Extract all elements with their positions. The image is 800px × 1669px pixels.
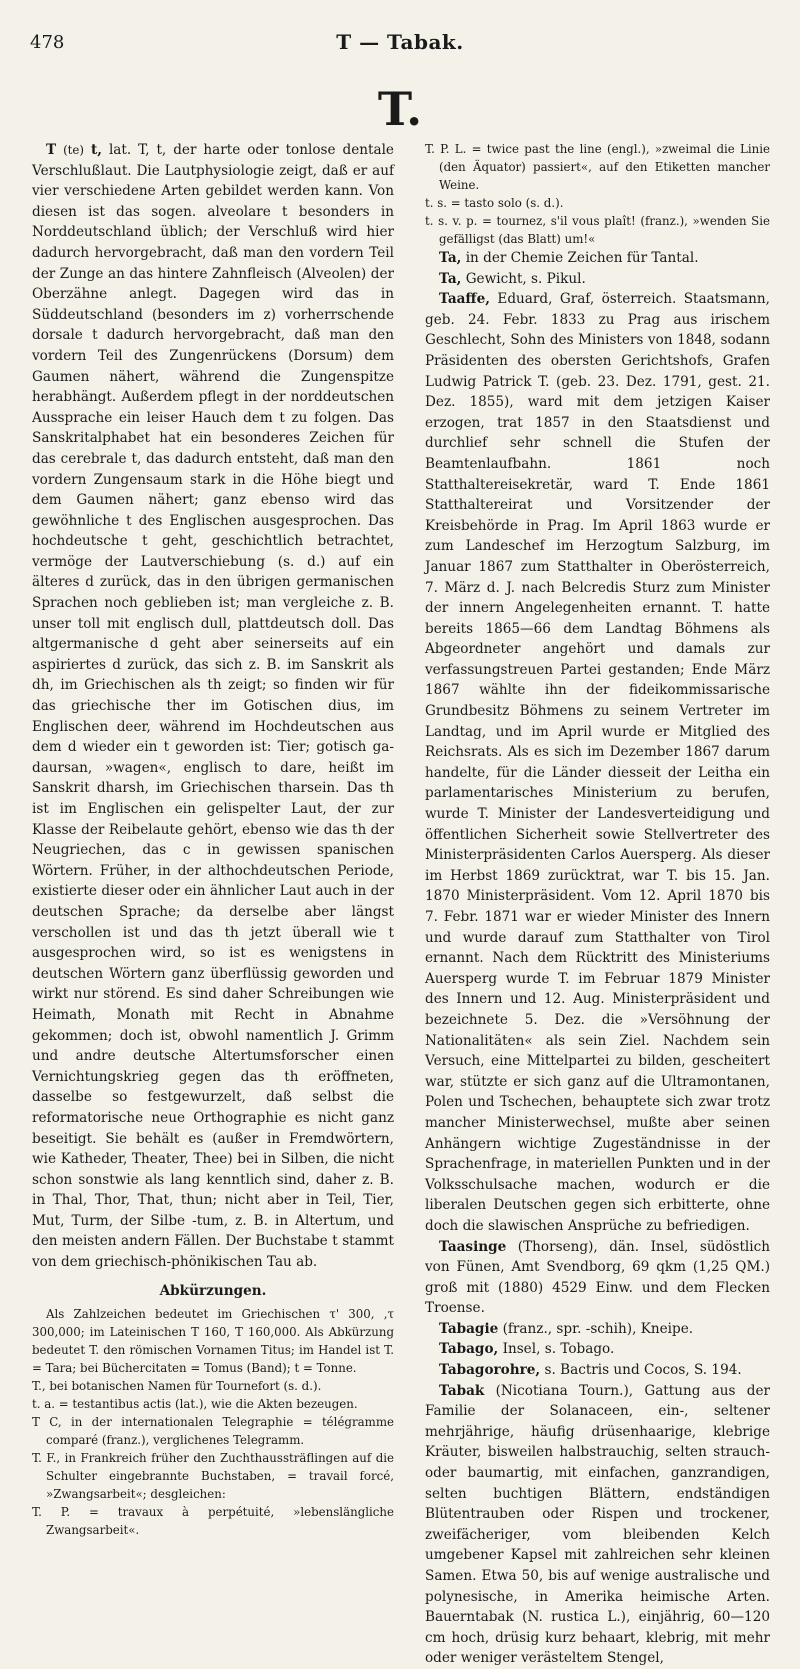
abbr-item: t. a. = testantibus actis (lat.), wie die Akten bezeugen. — [32, 1397, 358, 1412]
entry-text: (Thorseng), dän. Insel, südöstlich von Fünen, Amt Svendborg, 69 qkm (1,25 QM.) groß mit (1880) 4529 Einw. und dem Flecken Troense. — [425, 1238, 770, 1317]
abbreviations-paragraph: Als Zahlzeichen bedeutet im Griechischen τ' 300, ,τ 300,000; im Lateinischen T 160, T 160,000. Als Abkürzung bedeutet T. den römischen Vornamen Titus; im Handel ist T. = Tara; bei Büchercitaten = Tomus (Band); t = Tonne. — [32, 1307, 394, 1376]
entry-lemma: Tabak — [439, 1382, 485, 1399]
intro-lemma: t, — [90, 142, 102, 158]
entry-lemma: Taaffe, — [439, 291, 490, 308]
dictionary-entry — [425, 1381, 770, 1669]
entry-lemma: Taasinge — [439, 1238, 507, 1255]
entry-lemma: Tabago, — [439, 1341, 499, 1358]
page-header — [30, 30, 770, 60]
abbr-item: T., bei botanischen Namen für Tournefort (s. d.). — [32, 1379, 322, 1394]
dictionary-entry — [425, 1319, 770, 1340]
page-number: 478 — [30, 32, 65, 53]
abbreviations-heading: Abkürzungen. — [159, 1282, 267, 1299]
entry-lemma: Tabagie — [439, 1320, 499, 1337]
entry-lemma: Ta, — [439, 250, 462, 266]
right-column — [425, 140, 771, 1667]
entry-text: Insel, s. Tobago. — [502, 1341, 615, 1358]
left-column — [32, 140, 394, 1538]
dictionary-entry — [425, 1360, 770, 1381]
entry-text: (Nicotiana Tourn.), Gattung aus der Familie der Solanaceen, ein-, seltener mehrjährige, häufig drüsenhaarige, klebrige Kräuter, bisweilen halbstrauchig, selten strauch- oder baumartig, mit einfachen, ganzrandigen, selten buchtigen Blättern, endständigen Blütentrauben oder Rispen und trockener, zweifächeriger, vom bleibenden Kelch umgebener Kapsel mit zahlreichen sehr kleinen Samen. Etwa 50, bis auf wenige australische und polynesische, in Amerika heimische Arten. Bauerntabak (N. rustica L.), einjährig, 60—120 cm hoch, drüsig kurz behaart, klebrig, mit mehr oder weniger verästeltem Stengel, — [425, 1382, 771, 1667]
entry-text: (franz., spr. -schih), Kneipe. — [502, 1320, 694, 1337]
entry-text: Gewicht, s. Pikul. — [465, 270, 586, 287]
entry-text: Eduard, Graf, österreich. Staatsmann, geb. 24. Febr. 1833 zu Prag aus irischem Geschlecht, Sohn des Ministers von 1848, sodann Präsidenten des obersten Gerichtshofs, Grafen Ludwig Patrick T. (geb. 23. Dez. 1791, gest. 21. Dez. 1855), ward mit dem jetzigen Kaiser erzogen, trat 1857 in den Staatsdienst und durchlief sehr schnell die Stufen der Beamtenlaufbahn. 1861 noch Statthaltereisekretär, ward T. Ende 1861 Statthaltereirat und Vorsitzender der Kreisbehörde in Prag. Im April 1863 wurde er zum Landeschef im Herzogtum Salzburg, im Januar 1867 zum Statthalter in Oberösterreich, 7. März d. J. nach Belcredis Sturz zum Minister der innern Angelegenheiten ernannt. T. hatte bereits 1865—66 dem Landtag Böhmens als Abgeordneter angehört und damals zur verfassungstreuen Partei gestanden; Ende März 1867 wählte ihn der fideikommissarische Grundbesitz Böhmens zu seinem Vertreter im Landtag, und im April wurde er Mitglied des Reichsrats. Als es sich im Dezember 1867 darum handelte, für die Länder diesseit der Leitha ein parlamentarisches Ministerium zu berufen, wurde T. Minister der Landesverteidigung und öffentlichen Sicherheit sowie Stellvertreter des Ministerpräsidenten Carlos Auersperg. Als dieser im Herbst 1869 zurücktrat, war T. bis 15. Jan. 1870 Ministerpräsident. Vom 12. April 1870 bis 7. Febr. 1871 war er wieder Minister des Innern und wurde darauf zum Statthalter von Tirol ernannt. Nach dem Rücktritt des Ministeriums Auersperg wurde T. im Februar 1879 Minister des Innern und 12. Aug. Ministerpräsident und bezeichnete 5. Dez. die »Versöhnung der Nationalitäten« als sein Ziel. Nachdem sein Versuch, eine Mittelpartei zu bilden, gescheitert war, stützte er sich ganz auf die Ultramontanen, Polen und Tschechen, behauptete sich zwar trotz mancher Ministerwechsel, mußte aber seinen Anhängern wichtige Zugeständnisse in der Sprachenfrage, in materiellen Punkten und in der Volksschulsache machen, wodurch er die liberalen Deutschen gegen sich erbitterte, ohne doch die slawischen Ansprüche zu befriedigen. — [425, 291, 770, 1234]
abbr-item: T. P. = travaux à perpétuité, »lebenslängliche Zwangsarbeit«. — [32, 1505, 394, 1538]
abbr-item: T. F., in Frankreich früher den Zuchthaussträflingen auf die Schulter eingebrannte Buchstaben, = travail forcé, »Zwangsarbeit«; desgleichen: — [32, 1451, 394, 1502]
intro-text: lat. T, t, der harte oder tonlose dentale Verschlußlaut. Die Lautphysiologie zeigt, daß er auf vier verschiedene Arten gebildet werden kann. Von diesen ist das sogen. alveolare t besonders in Norddeutschland üblich; der Verschluß wird hier dadurch hervorgebracht, daß man den vordern Teil der Zunge an das hintere Zahnfleisch (Alveolen) der Oberzähne anlegt. Dagegen wird das in Süddeutschland (besonders im z) vorherrschende dorsale t dadurch hervorgebracht, daß man den vordern Teil des Zungenrückens (Dorsum) dem Gaumen nähert, während die Zungenspitze herabhängt. Außerdem pflegt in der norddeutschen Aussprache ein leiser Hauch dem t zu folgen. Das Sanskritalphabet hat ein besonderes Zeichen für das cerebrale t, das dadurch entsteht, daß man den vordern Zungensaum stark in die Höhe biegt und dem Gaumen nähert; ganz ebenso wird das gewöhnliche t des Englischen ausgesprochen. Das hochdeutsche t geht, geschichtlich betrachtet, vermöge der Lautverschiebung (s. d.) auf ein älteres d zurück, das in den übrigen germanischen Sprachen noch geblieben ist; man vergleiche z. B. unser toll mit englisch dull, plattdeutsch doll. Das altgermanische d geht aber seinerseits auf ein aspiriertes d zurück, das sich z. B. im Sanskrit als dh, im Griechischen als th zeigt; so finden wir für das griechische ther im Gotischen dius, im Englischen deer, während im Hochdeutschen aus dem d wieder ein t geworden ist: Tier; gotisch ga-daursan, »wagen«, englisch to dare, heißt im Sanskrit dharsh, im Griechischen tharsein. Das th ist im Englischen ein gelispelter Laut, der zur Klasse der Reibelaute gehört, ebenso wie das th der Neugriechen, das c in gewissen spanischen Wörtern. Früher, in der althochdeutschen Periode, existierte dieser oder ein ähnlicher Laut auch in der deutschen Sprache; da derselbe aber längst verschollen ist und das th jetzt überall wie t ausgesprochen wird, so ist es wenigstens in deutschen Wörtern ganz überflüssig geworden und wirkt nur störend. Es sind daher Schreibungen wie Heimath, Monath mit Recht in Abnahme gekommen; doch ist, obwohl namentlich J. Grimm und andre deutsche Altertumsforscher einen Vernichtungskrieg gegen das th eröffneten, dasselbe so festgewurzelt, daß selbst die reformatorische neue Orthographie es nicht ganz beseitigt. Sie behält es (außer in Fremdwörtern, wie Katheder, Theater, Thee) bei in Silben, die nicht schon sonstwie als lang kenntlich sind, daher z. B. in Thal, Thor, That, thun; nicht aber in Teil, Tier, Mut, Turm, der Silbe -tum, z. B. in Altertum, und den meisten andern Fällen. Der Buchstabe t stammt von dem griechisch-phönikischen Tau ab. — [32, 142, 394, 1271]
intro-head: T — [46, 142, 57, 158]
intro-pron: (te) — [63, 143, 85, 157]
dictionary-entry — [425, 248, 770, 269]
intro-paragraph — [32, 140, 394, 1273]
entry-lemma: Ta, — [439, 270, 462, 287]
abbr-item: T C, in der internationalen Telegraphie = télégramme comparé (franz.), verglichenes Telegramm. — [32, 1415, 394, 1448]
entry-text: in der Chemie Zeichen für Tantal. — [465, 250, 699, 266]
dictionary-entry — [425, 269, 770, 290]
dictionary-entry — [425, 289, 770, 1236]
dictionary-entry — [425, 1339, 770, 1360]
entry-text: s. Bactris und Cocos, S. 194. — [544, 1362, 742, 1379]
section-letter: T. — [377, 82, 423, 136]
dictionary-entry — [425, 1237, 770, 1319]
entry-lemma: Tabagorohre, — [439, 1362, 541, 1379]
running-head: T — Tabak. — [336, 30, 464, 54]
abbr-item: t. s. v. p. = tournez, s'il vous plaît! (franz.), »wenden Sie gefälligst (das Blatt) um!« — [425, 214, 770, 246]
abbr-item: T. P. L. = twice past the line (engl.), »zweimal die Linie (den Äquator) passiert«, auf den Etiketten mancher Weine. — [425, 142, 770, 192]
abbr-item: t. s. = tasto solo (s. d.). — [425, 196, 564, 210]
